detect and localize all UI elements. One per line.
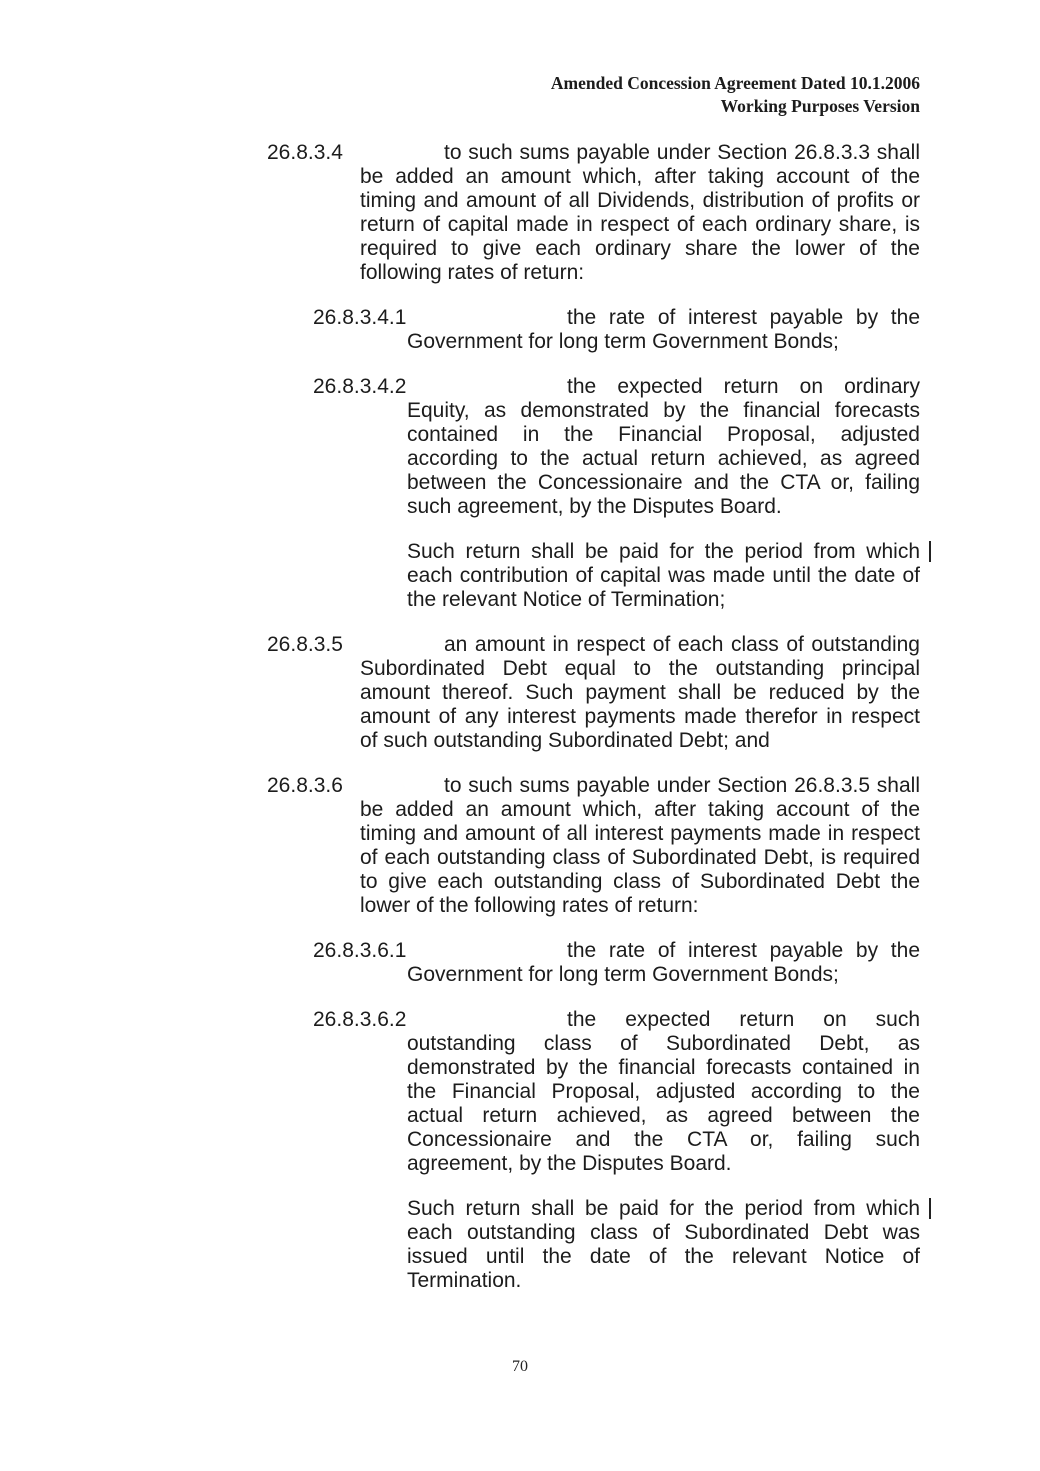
- section-text: an amount in respect of each class of outstanding Subordinated Debt equal to the outstanding principal amount thereof. Such payment shall be reduced by the amount of any interest payments made therefor in respect of such outstanding Subordinated Debt; and: [360, 633, 920, 752]
- section-number: 26.8.3.6: [267, 774, 343, 797]
- header-version-line: Working Purposes Version: [720, 96, 920, 116]
- section-text: to such sums payable under Section 26.8.3.3 shall be added an amount which, after taking account of the timing and amount of all Dividends, distribution of profits or return of capital made in respect of each ordinary share, is required to give each ordinary share the lower of the following rates of return:: [360, 141, 920, 284]
- change-bar: [929, 541, 931, 562]
- section-26-8-3-5: [267, 633, 920, 753]
- section-number: 26.8.3.4.2: [313, 375, 407, 398]
- section-number: 26.8.3.6.1: [313, 939, 407, 962]
- section-text: the expected return on such outstanding class of Subordinated Debt, as demonstrated by the financial forecasts contained in the Financial Proposal, adjusted according to the actual return achieved, as agreed between the Concessionaire and the CTA or, failing such agreement, by the Disputes Board.: [407, 1008, 920, 1175]
- document-header: [267, 72, 920, 118]
- section-26-8-3-4-2: [313, 375, 920, 519]
- section-text: the rate of interest payable by the Government for long term Government Bonds;: [407, 306, 920, 353]
- section-26-8-3-6-2: [313, 1008, 920, 1176]
- section-number: 26.8.3.5: [267, 633, 343, 656]
- section-text: the expected return on ordinary Equity, as demonstrated by the financial forecasts contained in the Financial Proposal, adjusted according to the actual return achieved, as agreed between the Concessionaire and the CTA or, failing such agreement, by the Disputes Board.: [407, 375, 920, 518]
- section-26-8-3-6: [267, 774, 920, 918]
- section-number: 26.8.3.4: [267, 141, 343, 164]
- change-bar: [929, 1198, 931, 1219]
- section-26-8-3-4: [267, 141, 920, 285]
- document-body: [267, 141, 920, 1293]
- section-number: 26.8.3.6.2: [313, 1008, 407, 1031]
- section-text: Such return shall be paid for the period from which each outstanding class of Subordinated Debt was issued until the date of the relevant Notice of Termination.: [407, 1197, 920, 1292]
- header-title-line: Amended Concession Agreement Dated 10.1.2006: [550, 73, 920, 93]
- section-26-8-3-6-1: [313, 939, 920, 987]
- section-26-8-3-4-1: [313, 306, 920, 354]
- continuation-paragraph-subdebt: [407, 1197, 920, 1293]
- section-text: to such sums payable under Section 26.8.3.5 shall be added an amount which, after taking account of the timing and amount of all interest payments made in respect of each outstanding class of Subordinated Debt, is required to give each outstanding class of Subordinated Debt the lower of the following rates of return:: [360, 774, 920, 917]
- section-text: the rate of interest payable by the Government for long term Government Bonds;: [407, 939, 920, 986]
- section-number: 26.8.3.4.1: [313, 306, 407, 329]
- continuation-paragraph-equity: [407, 540, 920, 612]
- page-number: 70: [512, 1358, 528, 1375]
- section-text: Such return shall be paid for the period from which each contribution of capital was made until the date of the relevant Notice of Termination;: [407, 540, 920, 611]
